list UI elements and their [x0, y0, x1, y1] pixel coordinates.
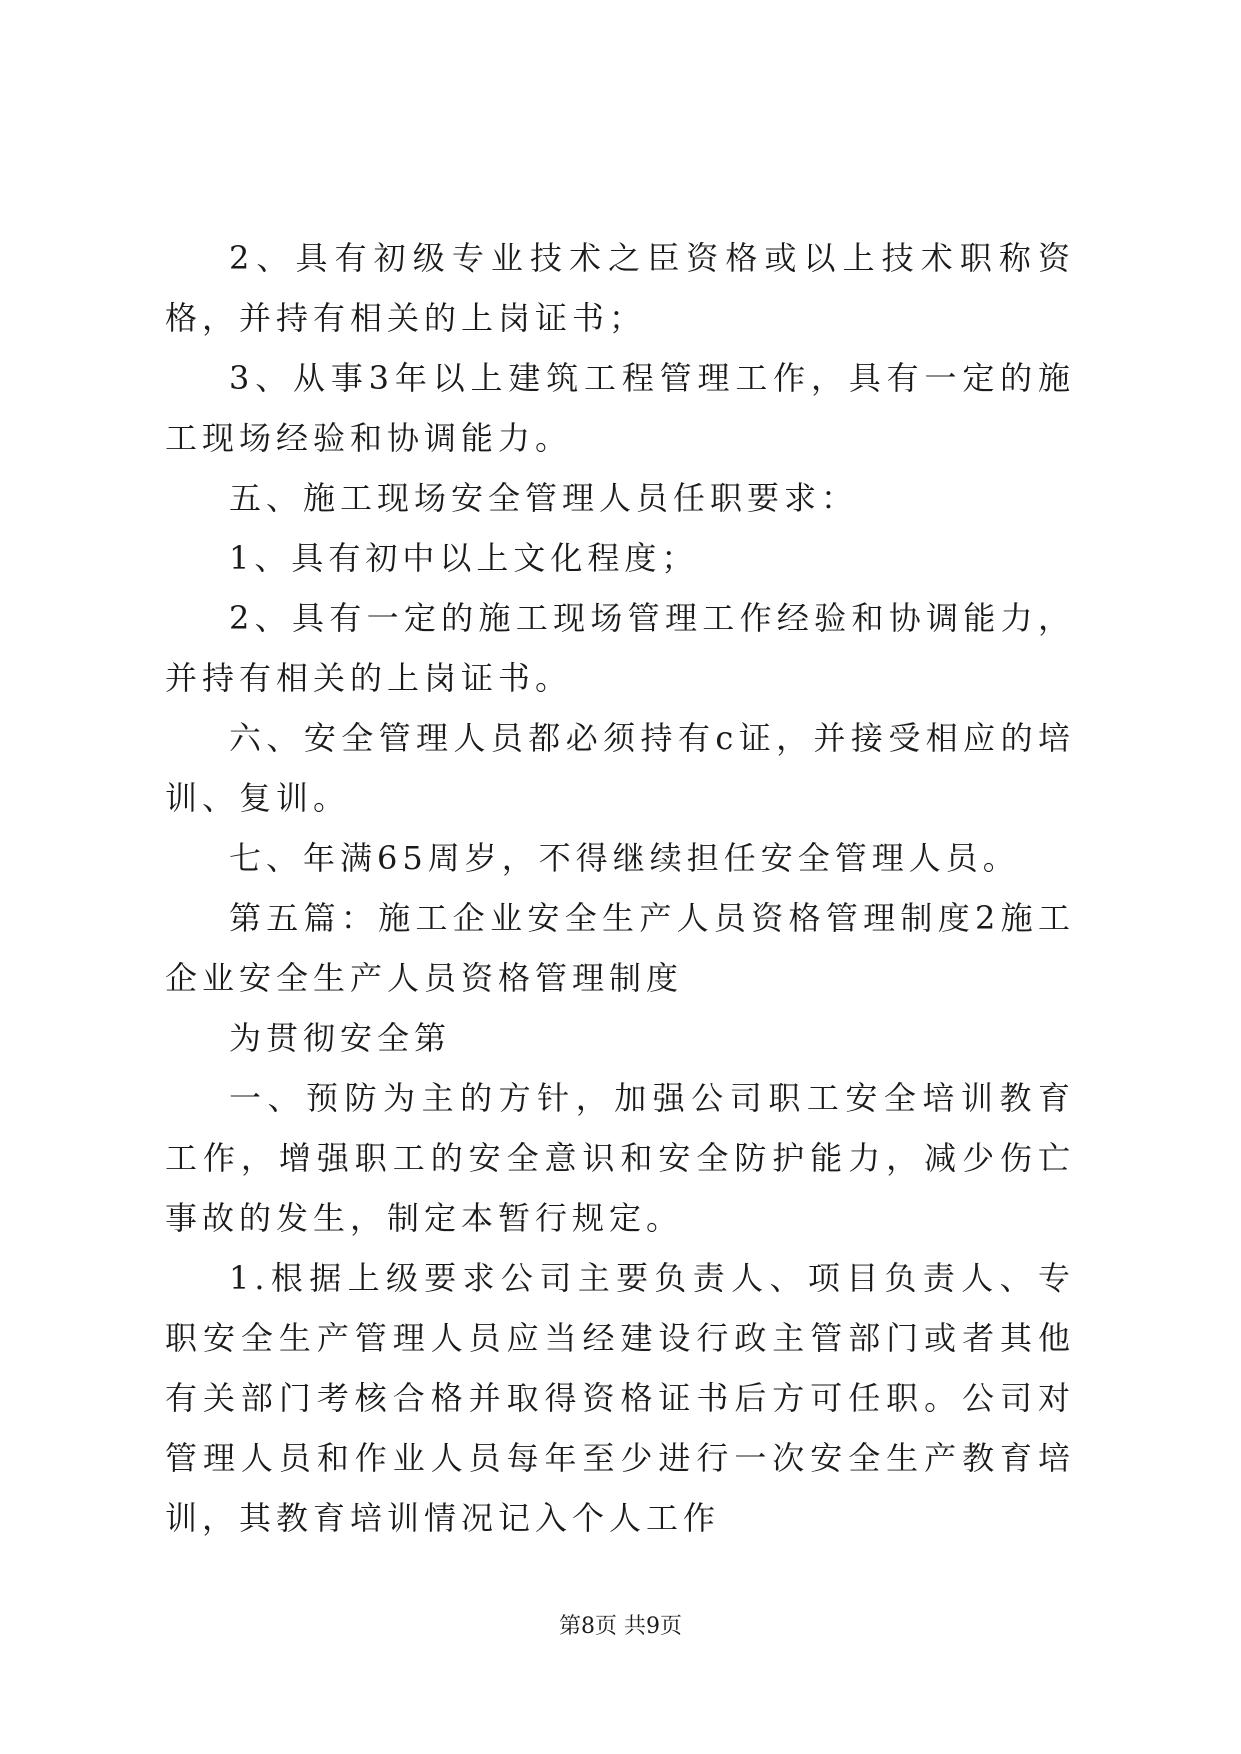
page-number-footer: 第8页 共9页 [559, 1614, 682, 1639]
section-heading: 七、年满65周岁，不得继续担任安全管理人员。 [229, 839, 1020, 877]
document-body [165, 228, 1075, 1548]
paragraph: 一、预防为主的方针，加强公司职工安全培训教育工作，增强职工的安全意识和安全防护能力，减少伤亡事故的发生，制定本暂行规定。 [165, 1079, 1075, 1237]
section-heading: 五、施工现场安全管理人员任职要求： [229, 479, 859, 517]
paragraph: 为贯彻安全第 [229, 1019, 452, 1057]
section-heading: 六、安全管理人员都必须持有c证，并接受相应的培训、复训。 [165, 719, 1075, 817]
paragraph: 2、具有初级专业技术之臣资格或以上技术职称资格，并持有相关的上岗证书； [165, 239, 1075, 337]
paragraph: 1.根据上级要求公司主要负责人、项目负责人、专职安全生产管理人员应当经建设行政主管部门或者其他有关部门考核合格并取得资格证书后方可任职。公司对管理人员和作业人员每年至少进行一次安全生产教育培训，其教育培训情况记入个人工作 [165, 1259, 1075, 1537]
paragraph: 1、具有初中以上文化程度； [229, 539, 699, 577]
paragraph: 3、从事3年以上建筑工程管理工作，具有一定的施工现场经验和协调能力。 [165, 359, 1075, 457]
chapter-title: 第五篇：施工企业安全生产人员资格管理制度2施工企业安全生产人员资格管理制度 [165, 899, 1075, 997]
paragraph: 2、具有一定的施工现场管理工作经验和协调能力，并持有相关的上岗证书。 [165, 599, 1075, 697]
